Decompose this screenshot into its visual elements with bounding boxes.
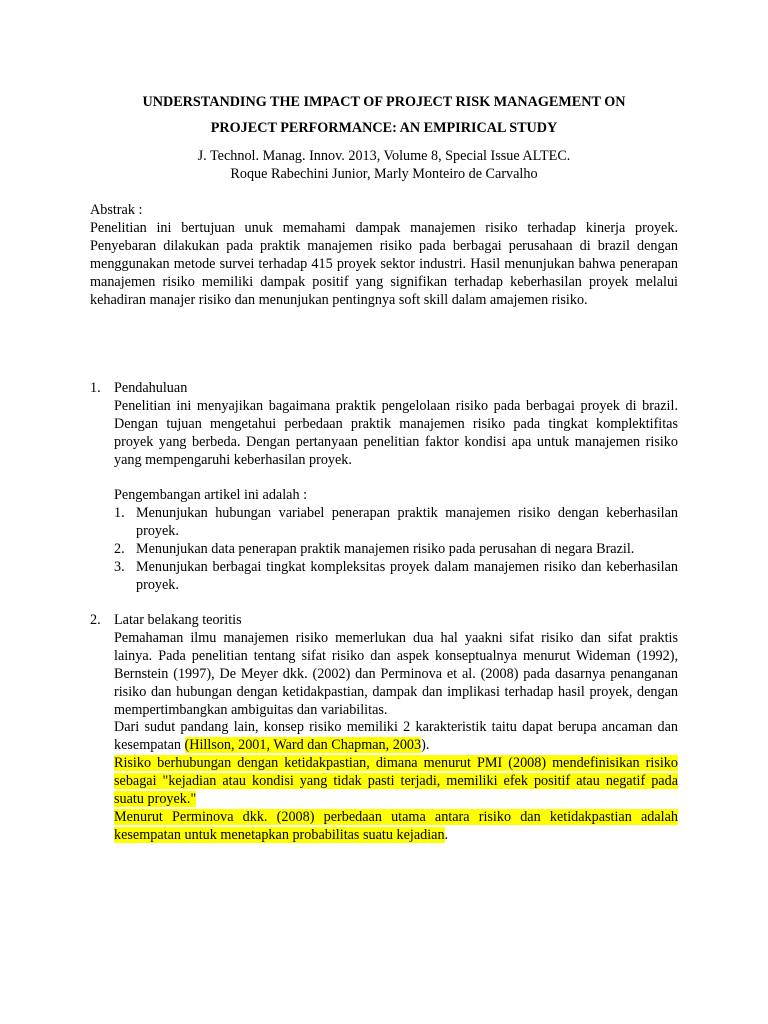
section-2-paragraph-4 (114, 808, 678, 844)
authors: Roque Rabechini Junior, Marly Monteiro de Carvalho (230, 166, 538, 182)
section-1-paragraph: Penelitian ini menyajikan bagaimana praktik pengelolaan risiko pada berbagai proyek di brazil. Dengan tujuan mengetahui perbedaan praktik manajemen risiko pada tingkat komplektifitas proyek yang berbeda. Dengan pertanyaan penelitian faktor kondisi apa untuk manajemen risiko yang mempengaruhi keberhasilan proyek. (114, 398, 678, 469)
journal-citation: J. Technol. Manag. Innov. 2013, Volume 8, Special Issue ALTEC. (197, 148, 571, 164)
para2-text: Dari sudut pandang lain, konsep risiko memiliki 2 karakteristik taitu dapat berupa ancaman dan kesempatan (114, 719, 678, 754)
list-item-2-number: 2. (114, 541, 125, 557)
citation-highlight: (Hillson, 2001, Ward dan Chapman, 2003 (184, 737, 422, 754)
section-2-paragraph-3 (114, 754, 678, 808)
list-item-3-number: 3. (114, 559, 125, 575)
list-item-2: Menunjukan data penerapan praktik manajemen risiko pada perusahan di negara Brazil. (136, 541, 635, 557)
section-1-heading: Pendahuluan (114, 380, 188, 396)
perminova-highlight: Menurut Perminova dkk. (2008) perbedaan utama antara risiko dan ketidakpastian adalah kesempatan untuk menetapkan probabilitas suatu kejadian (114, 809, 678, 844)
para4-end: . (444, 827, 449, 844)
abstract-text: Penelitian ini bertujuan unuk memahami dampak manajemen risiko terhadap kinerja proyek. Penyebaran dilakukan pada praktik manajemen risiko pada berbagai perusahaan di brazil dengan menggunakan metode survei terhadap 415 proyek sektor industri. Hasil menunjukan bahwa penerapan manajemen risiko memiliki dampak positif yang signifikan terhadap keberhasilan proyek melalui kehadiran manajer risiko dan menunjukan pentingnya soft skill dalam amajemen risiko. (90, 220, 678, 309)
development-intro: Pengembangan artikel ini adalah : (114, 487, 308, 503)
title-line-1: UNDERSTANDING THE IMPACT OF PROJECT RISK MANAGEMENT ON (142, 94, 626, 110)
list-item-1: Menunjukan hubungan variabel penerapan praktik manajemen risiko dengan keberhasilan proyek. (136, 505, 678, 540)
section-2-paragraph-2 (114, 718, 678, 754)
section-2-number: 2. (90, 612, 101, 628)
section-2-paragraph-1: Pemahaman ilmu manajemen risiko memerlukan dua hal yaakni sifat risiko dan sifat praktis lainya. Pada penelitian tentang sifat risiko dan aspek konseptualnya menurut Wideman (1992), Bernstein (1997), De Meyer dkk. (2002) dan Perminova et al. (2008) pada dasarnya penanganan risiko dan hubungan dengan ketidakpastian, dampak dan implikasi terhadap hasil proyek, dengan mempertimbangkan ambiguitas dan variabilitas. (114, 630, 678, 719)
list-item-3: Menunjukan berbagai tingkat kompleksitas proyek dalam manajemen risiko dan keberhasilan proyek. (136, 559, 678, 594)
section-2-heading: Latar belakang teoritis (114, 612, 242, 628)
pmi-definition-highlight: Risiko berhubungan dengan ketidakpastian, dimana menurut PMI (2008) mendefinisikan risiko sebagai "kejadian atau kondisi yang tidak pasti terjadi, memiliki efek positif atau negatif pada suatu proyek." (114, 755, 678, 808)
section-1-number: 1. (90, 380, 101, 396)
abstract-label: Abstrak : (90, 202, 143, 218)
para2-end: ). (421, 737, 430, 754)
title-line-2: PROJECT PERFORMANCE: AN EMPIRICAL STUDY (210, 120, 558, 136)
list-item-1-number: 1. (114, 505, 125, 521)
